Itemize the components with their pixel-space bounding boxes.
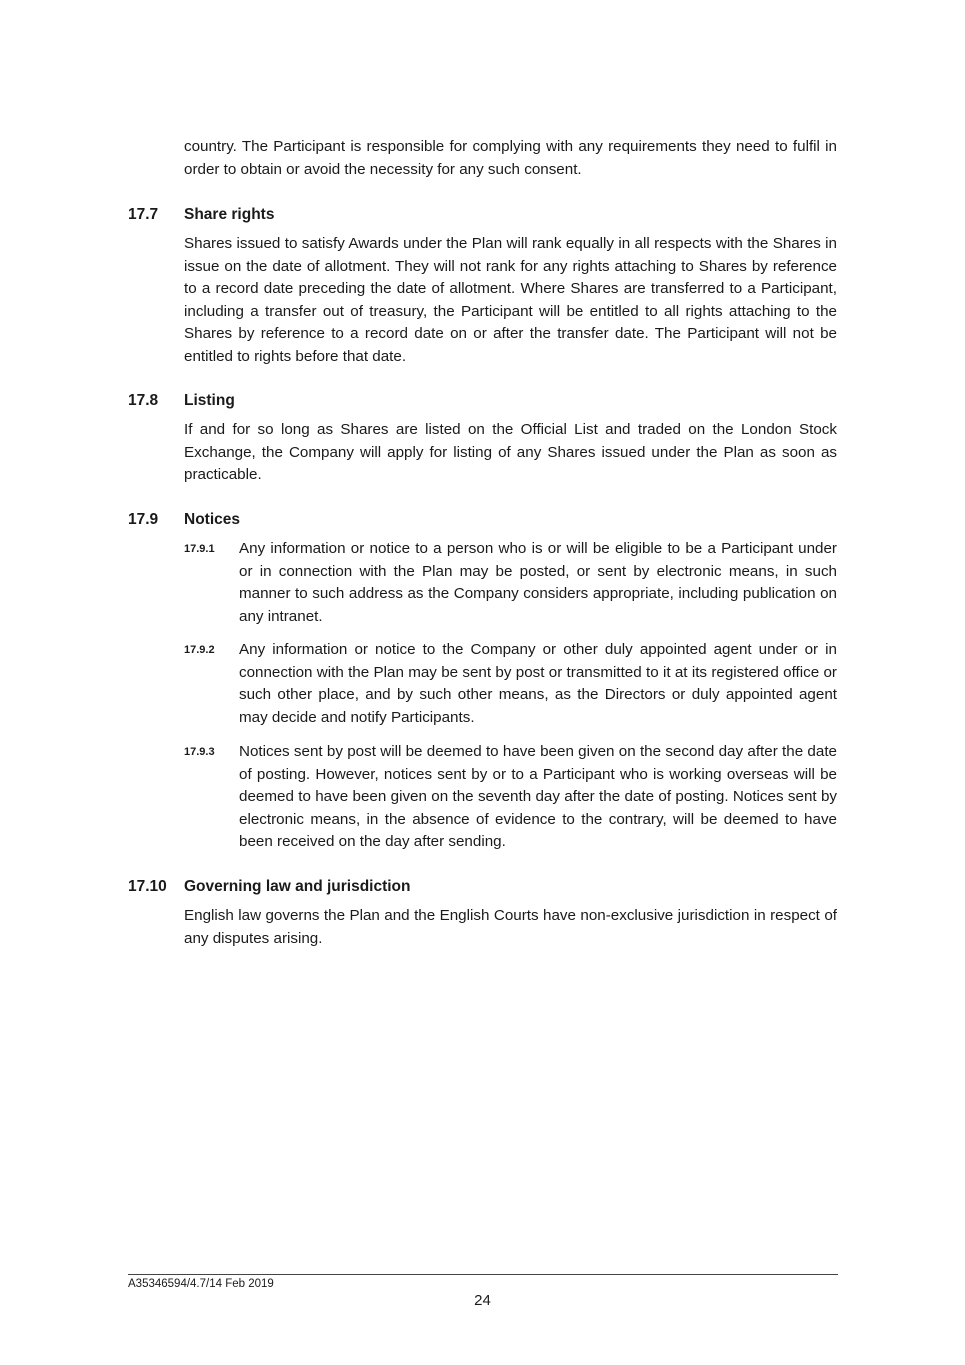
section-heading-17-8 (128, 390, 235, 412)
section-number: 17.8 (128, 392, 159, 409)
section-title: Listing (184, 392, 235, 409)
section-title: Governing law and jurisdiction (184, 878, 411, 895)
section-number: 17.7 (128, 206, 159, 223)
subsection-number: 17.9.1 (184, 543, 215, 555)
subsection-text: Notices sent by post will be deemed to have been given on the second day after the date of posting. However, notices sent by or to a Participant who is working overseas will be deemed to have been given on the seventh day after the date of posting. Notices sent by electronic means, in the absence of evidence to the contrary, will be deemed to have been received on the day after sending. (239, 743, 837, 850)
section-title: Share rights (184, 206, 275, 223)
section-body-17-10: English law governs the Plan and the English Courts have non-exclusive jurisdiction in respect of any disputes arising. (184, 907, 837, 947)
section-number: 17.10 (128, 878, 167, 895)
subsection-number: 17.9.2 (184, 644, 215, 656)
section-heading-17-7 (128, 204, 274, 226)
section-heading-17-9 (128, 509, 240, 531)
footer-divider (128, 1274, 838, 1275)
section-body-17-7: Shares issued to satisfy Awards under the Plan will rank equally in all respects with the Shares in issue on the date of allotment. They will not rank for any rights attaching to Shares by reference to a record date preceding the date of allotment. Where Shares are transferred to a Participant, including a transfer out of treasury, the Participant will be entitled to all rights attaching to the Shares by reference to a record date on or after the transfer date. The Participant will not be entitled to rights before that date. (184, 235, 837, 365)
section-body-17-8: If and for so long as Shares are listed on the Official List and traded on the London Stock Exchange, the Company will apply for listing of any Shares issued under the Plan as soon as practicable. (184, 421, 837, 483)
intro-paragraph: country. The Participant is responsible for complying with any requirements they need to fulfil in order to obtain or avoid the necessity for any such consent. (184, 138, 837, 178)
subsection-text: Any information or notice to the Company or other duly appointed agent under or in connection with the Plan may be sent by post or transmitted to it at its registered office or such other place, and by such other means, as the Directors or duly appointed agent may decide and notify Participants. (239, 641, 837, 726)
section-number: 17.9 (128, 511, 159, 528)
subsection-number: 17.9.3 (184, 746, 215, 758)
document-reference: A35346594/4.7/14 Feb 2019 (128, 1278, 274, 1290)
section-heading-17-10 (128, 876, 411, 898)
subsection-text: Any information or notice to a person who is or will be eligible to be a Participant under or in connection with the Plan may be posted, or sent by electronic means, in such manner to such address as the Company considers appropriate, including publication on any intranet. (239, 540, 837, 625)
section-title: Notices (184, 511, 240, 528)
page-number: 24 (474, 1292, 491, 1309)
